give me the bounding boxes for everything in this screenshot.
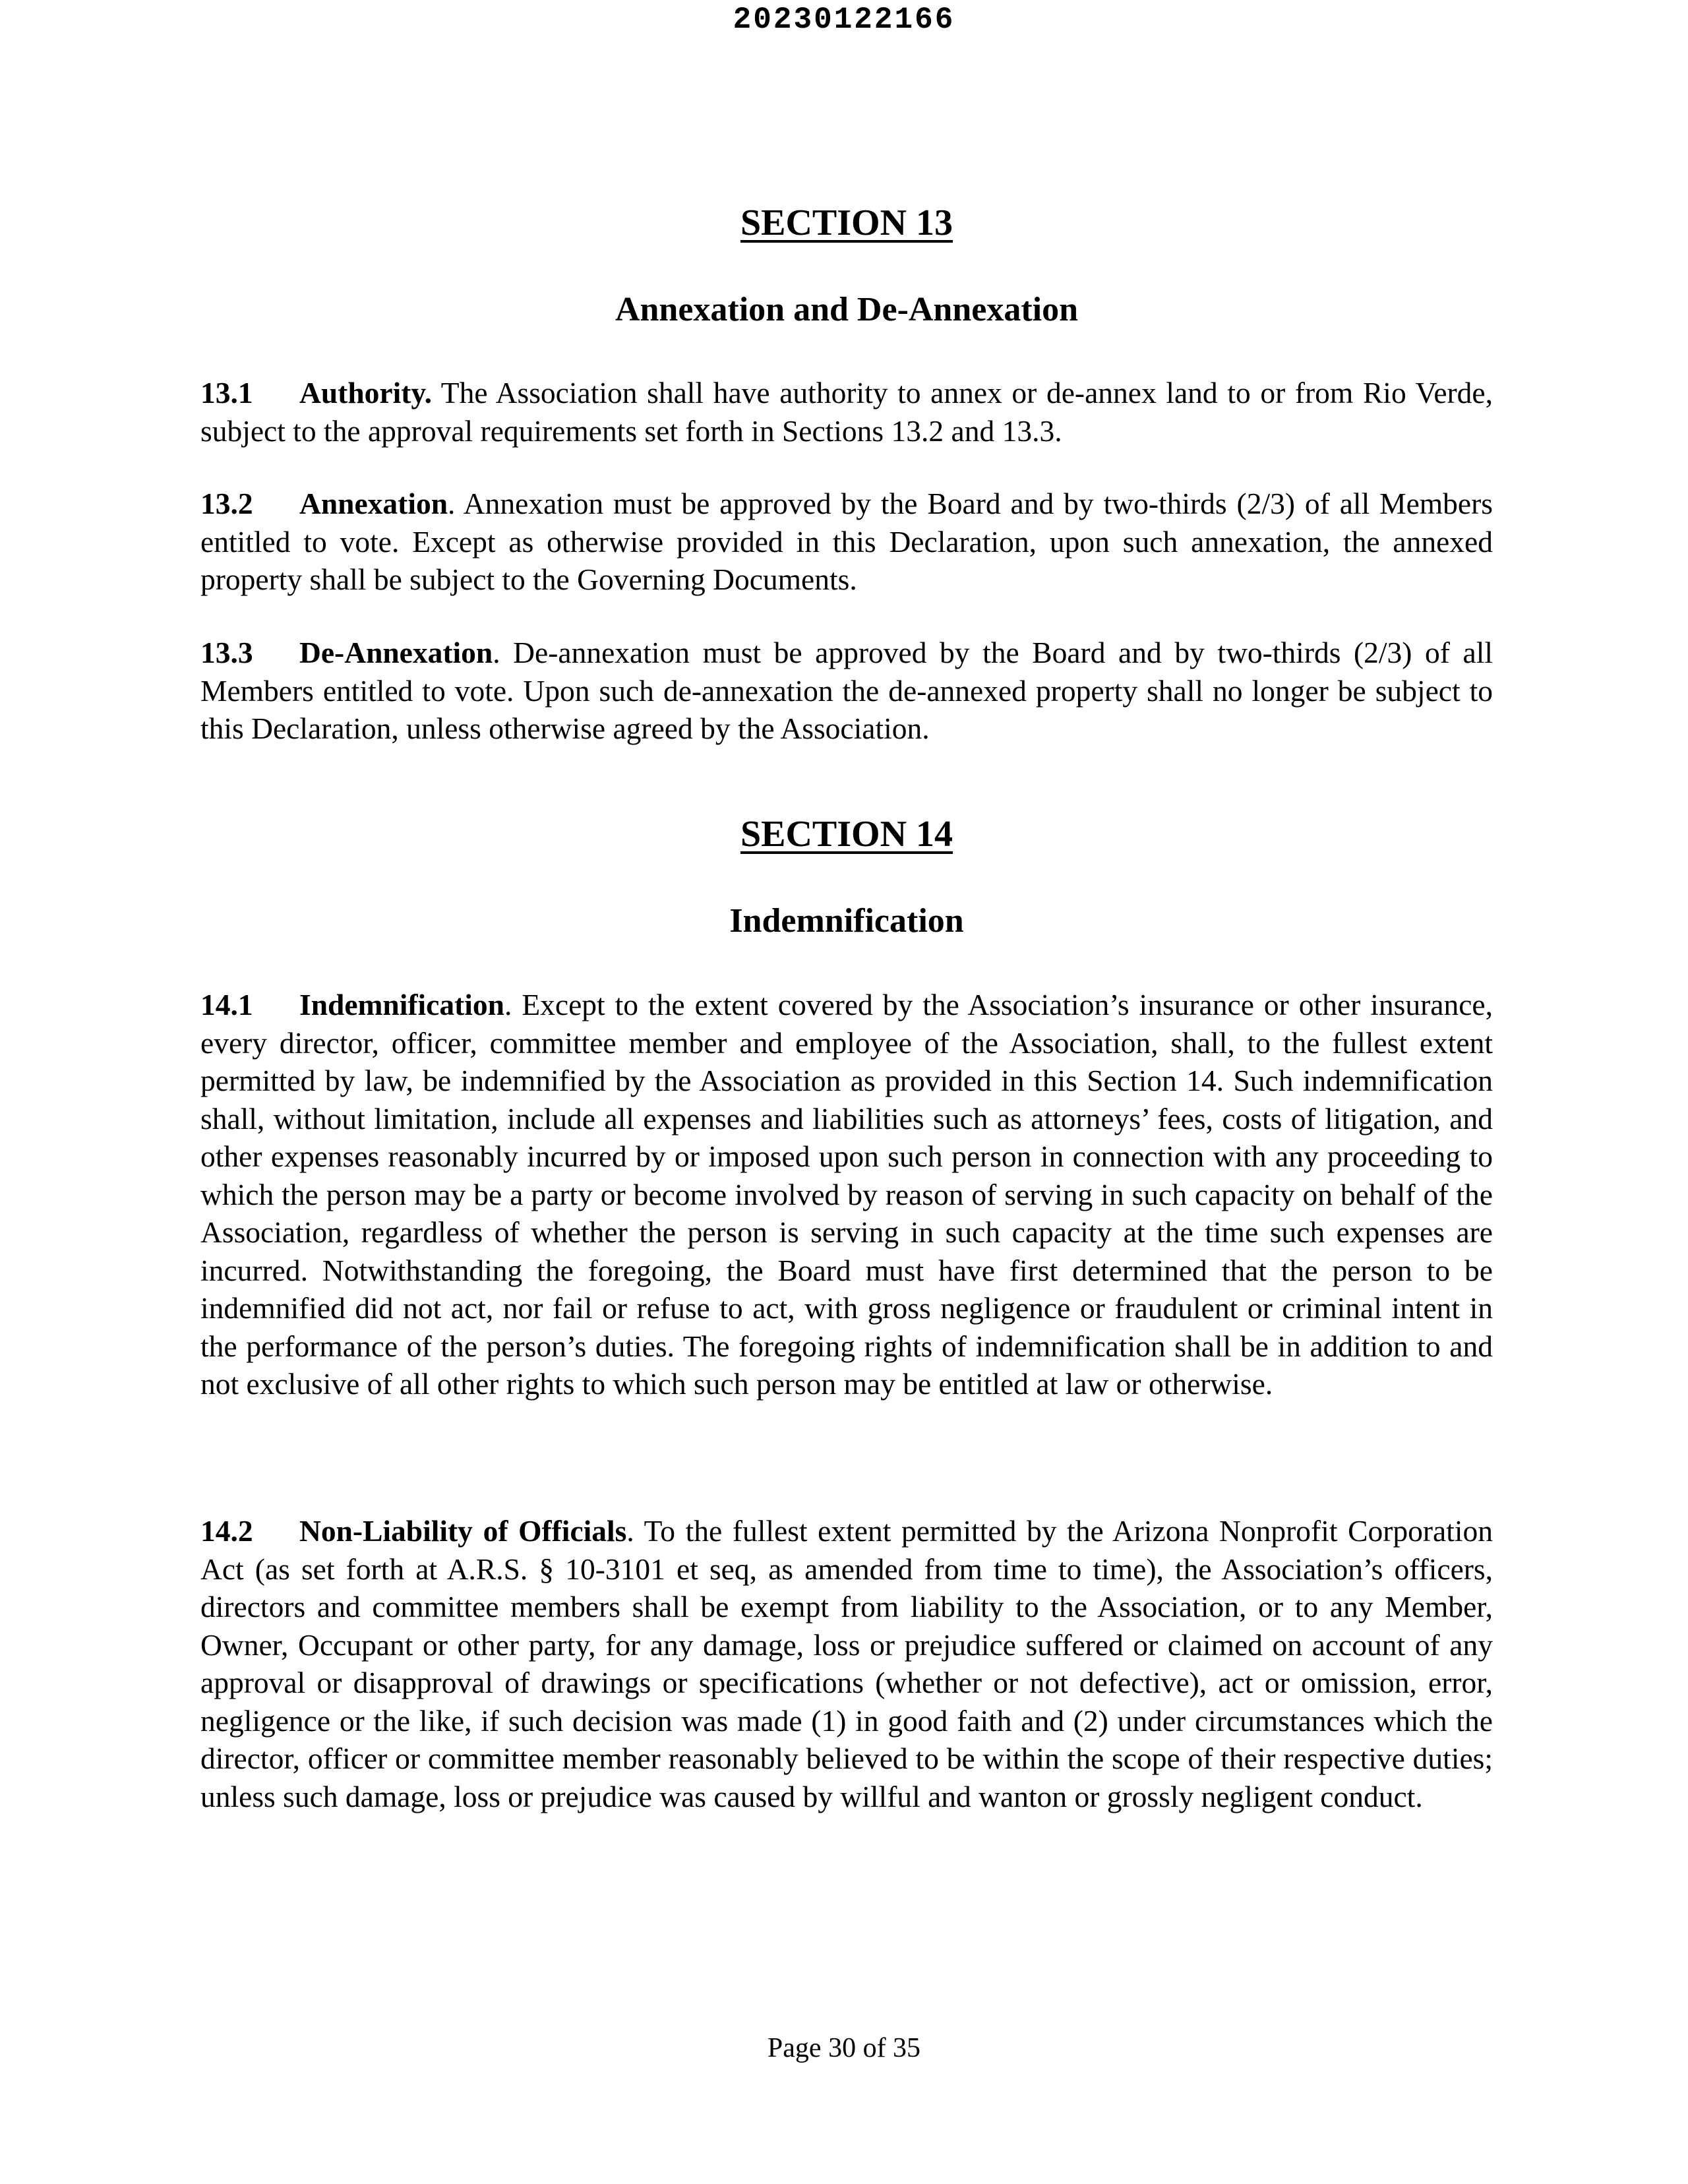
paragraph-number: 14.1	[200, 988, 253, 1021]
paragraph-14-1	[200, 986, 1493, 1403]
paragraph-heading-punct: .	[448, 487, 456, 520]
paragraph-heading: Annexation	[299, 487, 448, 520]
paragraph-heading-punct: .	[424, 376, 432, 410]
paragraph-heading: Authority	[299, 376, 425, 410]
paragraph-text: To the fullest extent permitted by the Arizona Nonprofit Corporation Act (as set forth at A.R.S. § 10-3101 et seq, as amended from time to time), the Association’s officers, directors and committee members shall be exempt from liability to the Association, or to any Member, Owner, Occupant or other party, for any damage, loss or prejudice suffered or claimed on account of any approval or disapproval of drawings or specifications (whether or not defective), act or omission, error, negligence or the like, if such decision was made (1) in good faith and (2) under circumstances which the director, officer or committee member reasonably believed to be within the scope of their respective duties; unless such damage, loss or prejudice was caused by willful and wanton or grossly negligent conduct.	[200, 1514, 1493, 1813]
paragraph-13-1	[200, 374, 1493, 450]
paragraph-number: 13.2	[200, 487, 253, 520]
paragraph-text: Except to the extent covered by the Association’s insurance or other insurance, every director, officer, committee member and employee of the Association, shall, to the fullest extent permitted by law, be indemnified by the Association as provided in this Section 14. Such indemnification shall, without limitation, include all expenses and liabilities such as attorneys’ fees, costs of litigation, and other expenses reasonably incurred by or imposed upon such person in connection with any proceeding to which the person may be a party or become involved by reason of serving in such capacity on behalf of the Association, regardless of whether the person is serving in such capacity at the time such expenses are incurred. Notwithstanding the foregoing, the Board must have first determined that the person to be indemnified did not act, nor fail or refuse to act, with gross negligence or fraudulent or criminal intent in the performance of the person’s duties. The foregoing rights of indemnification shall be in addition to and not exclusive of all other rights to which such person may be entitled at law or otherwise.	[200, 988, 1493, 1401]
paragraph-heading-punct: .	[493, 636, 500, 669]
paragraph-heading: De-Annexation	[299, 636, 493, 669]
paragraph-number: 14.2	[200, 1514, 253, 1548]
section-13-subtitle: Annexation and De-Annexation	[615, 291, 1079, 328]
paragraph-14-2	[200, 1512, 1493, 1815]
paragraph-text: The Association shall have authority to annex or de-annex land to or from Rio Verde, subject to the approval requirements set forth in Sections 13.2 and 13.3.	[200, 376, 1493, 448]
paragraph-text: De-annexation must be approved by the Board and by two-thirds (2/3) of all Members entitled to vote. Upon such de-annexation the de-annexed property shall no longer be subject to this Declaration, unless otherwise agreed by the Association.	[200, 636, 1493, 745]
paragraph-text: Annexation must be approved by the Board and by two-thirds (2/3) of all Members entitled to vote. Except as otherwise provided in this Declaration, upon such annexation, the annexed property shall be subject to the Governing Documents.	[200, 487, 1493, 596]
paragraph-heading-punct: .	[504, 988, 512, 1021]
paragraph-heading: Non-Liability of Officials	[299, 1514, 627, 1548]
document-number: 20230122166	[733, 3, 955, 37]
paragraph-13-3	[200, 634, 1493, 748]
paragraph-heading-punct: .	[626, 1514, 634, 1548]
section-13-title: SECTION 13	[740, 202, 953, 243]
paragraph-number: 13.1	[200, 376, 253, 410]
paragraph-heading: Indemnification	[299, 988, 504, 1021]
paragraph-number: 13.3	[200, 636, 253, 669]
page-number: Page 30 of 35	[767, 2033, 921, 2063]
paragraph-13-2	[200, 485, 1493, 599]
section-14-subtitle: Indemnification	[729, 902, 964, 940]
section-14-title: SECTION 14	[740, 814, 953, 855]
